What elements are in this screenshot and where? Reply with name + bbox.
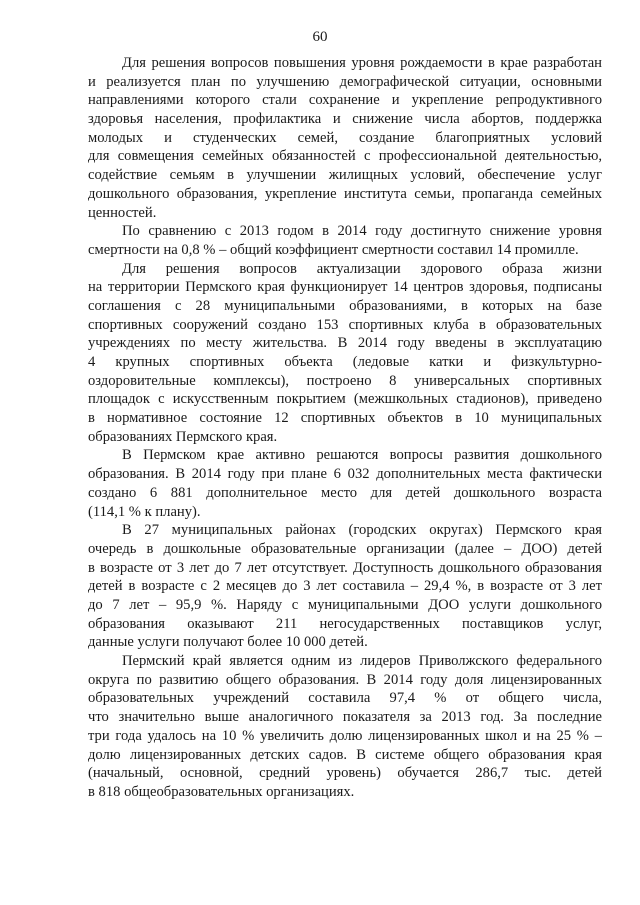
text-line: здоровья населения, профилактика и снижение числа абортов, поддержка [88,111,602,128]
text-line: образования. В 2014 году при плане 6 032 дополнительных места фактически [88,466,602,483]
text-line: Для решения вопросов актуализации здорового образа жизни [122,260,602,277]
text-line: оздоровительные комплексы), построено 8 универсальных спортивных [88,372,602,389]
text-line: в 818 общеобразовательных организациях. [88,783,355,800]
text-line: в нормативное состояние 12 спортивных объектов в 10 муниципальных [88,410,602,427]
text-line: три года удалось на 10 % увеличить долю лицензированных школ и на 25 % – [88,727,602,744]
text-line: данные услуги получают более 10 000 детей. [88,634,368,651]
text-line: В Пермском крае активно решаются вопросы развития дошкольного [122,447,602,464]
text-line: и реализуется план по улучшению демографической ситуации, основными [88,73,602,90]
text-line: дошкольного образования, укрепление института семьи, пропаганда семейных [88,185,602,202]
paragraph-general-education [88,652,602,802]
document-body [88,54,602,802]
text-line: В 27 муниципальных районах (городских округах) Пермского края [122,522,602,539]
paragraph-doo [88,521,602,652]
text-line: для совмещения семейных обязанностей с профессиональной деятельностью, [88,148,602,165]
text-line: (114,1 % к плану). [88,503,201,520]
text-line: направлениями которого стали сохранение и укрепление репродуктивного [88,92,602,109]
paragraph-health [88,260,602,447]
text-line: соглашения с 28 муниципальными образованиями, в которых на базе [88,297,602,314]
text-line: в возрасте от 3 лет до 7 лет отсутствует. Доступность дошкольного образования [88,559,602,576]
paragraph-mortality [88,222,602,259]
text-line: смертности на 0,8 % – общий коэффициент смертности составил 14 промилле. [88,241,579,258]
paragraph-preschool [88,446,602,521]
text-line: По сравнению с 2013 годом в 2014 году достигнуто снижение уровня [122,223,602,240]
text-line: детей в возрасте с 2 месяцев до 3 лет составила – 29,4 %, в возрасте от 3 лет [88,578,602,595]
text-line: (начальный, основной, средний уровень) обучается 286,7 тыс. детей [88,765,602,782]
text-line: учреждениях по месту жительства. В 2014 году введены в эксплуатацию [88,335,602,352]
text-line: содействие семьям в улучшении жилищных условий, обеспечение услуг [88,167,602,184]
text-line: образования оказывают 211 негосударственных поставщиков услуг, [88,615,602,632]
text-line: спортивных сооружений создано 153 спортивных клуба в образовательных [88,316,602,333]
text-line: молодых и студенческих семей, создание благоприятных условий [88,129,602,146]
text-line: Пермский край является одним из лидеров Приволжского федерального [122,653,602,670]
text-line: на территории Пермского края функционирует 14 центров здоровья, подписаны [88,279,602,296]
text-line: округа по развитию общего образования. В 2014 году доля лицензированных [88,671,602,688]
text-line: 4 крупных спортивных объекта (ледовые катки и физкультурно- [88,354,602,371]
text-line: очередь в дошкольные образовательные организации (далее – ДОО) детей [88,540,602,557]
text-line: ценностей. [88,204,157,221]
text-line: создано 6 881 дополнительное место для детей дошкольного возраста [88,484,602,501]
text-line: до 7 лет – 95,9 %. Наряду с муниципальными ДОО услуги дошкольного [88,597,602,613]
text-line: площадок с искусственным покрытием (межшкольных стадионов), приведено [88,391,602,408]
page-number: 60 [312,29,328,45]
text-line: что значительно выше аналогичного показателя за 2013 год. За последние [88,709,602,726]
paragraph-demography [88,54,602,222]
text-line: образовательных учреждений составила 97,4 % от общего числа, [88,690,602,707]
text-line: Для решения вопросов повышения уровня рождаемости в крае разработан [122,55,602,71]
text-line: долю лицензированных детских садов. В системе общего образования края [88,746,602,763]
text-line: образованиях Пермского края. [88,428,278,445]
